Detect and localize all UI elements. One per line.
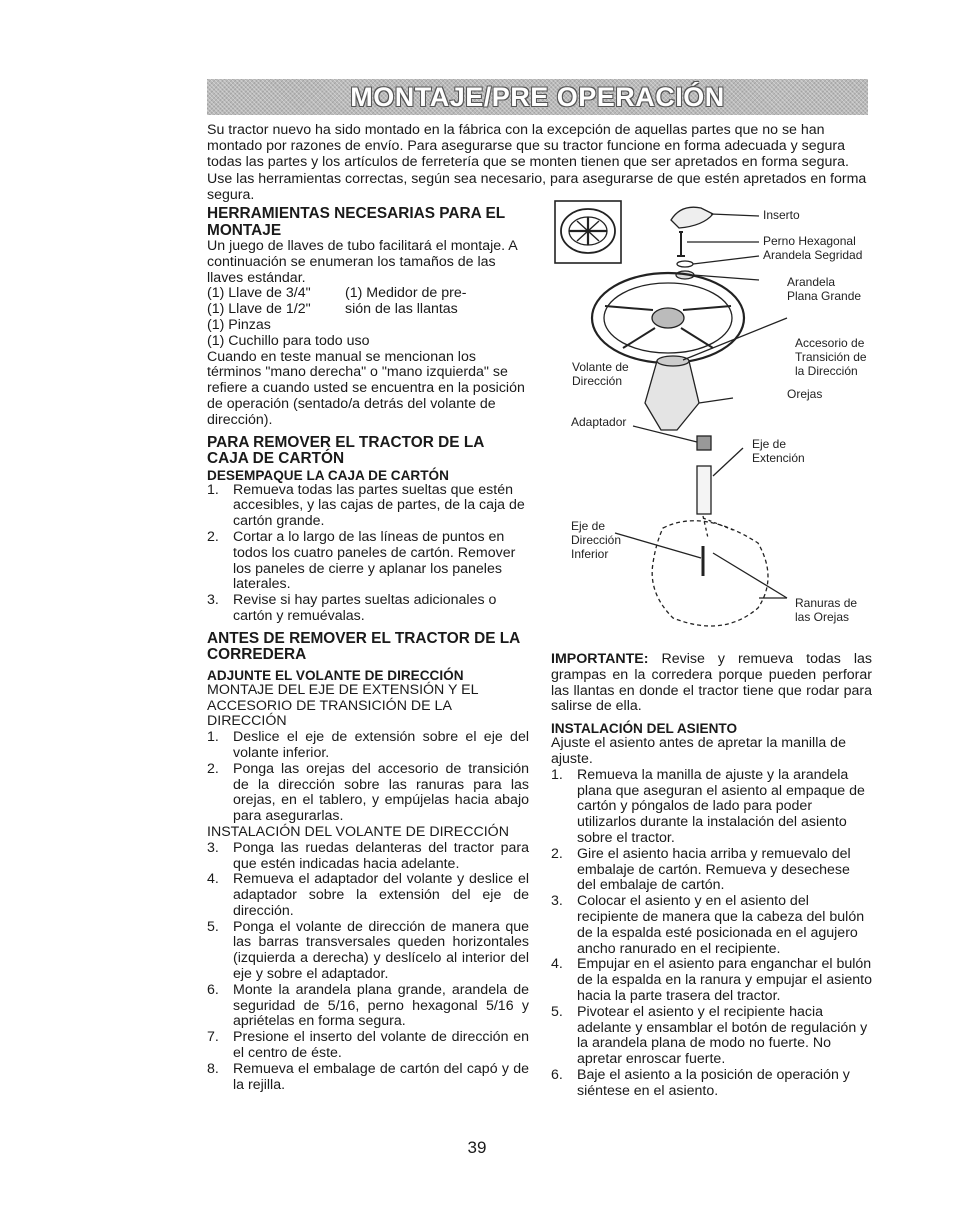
steering-wheel-diagram [553,198,883,653]
seat-intro: Ajuste el asiento antes de apretar la manilla de ajuste. [551,735,846,767]
important-label: IMPORTANTE: [551,651,649,667]
list-item: 5. Ponga el volante de dirección de manera que las barras transversales queden horizontales (izquierda a derecha) y deslícelo al interior del eje y sobre el adaptador. [207,918,529,983]
label-hex-bolt: Perno Hexagonal [763,234,856,248]
label-slots-1: Ranuras de [795,596,858,610]
label-wheel-1: Volante de [572,360,629,374]
list-item: 1. Remueva la manilla de ajuste y la arandela plana que aseguran el asiento al empaque de cartón y póngalos de lado para poder utilizarlos durante la instalación del asiento sobre el tractor. [551,766,865,846]
tool-item: sión de las llantas [345,301,458,318]
label-lock-washer: Arandela Segridad [763,248,863,262]
before-steps-a [207,730,529,825]
seat-heading: INSTALACIÓN DEL ASIENTO [551,721,738,737]
left-column [207,206,529,1093]
page-title: MONTAJE/PRE OPERACIÓN [350,81,725,112]
list-item: 1. Remueva todas las partes sueltas que estén accesibles, y las cajas de partes, de la caja de cartón grande. [207,481,525,530]
list-item: 4. Empujar en el asiento para enganchar el bulón de la espalda en la ranura y empujar el asiento hacia la parte trasera del tractor. [551,956,872,1004]
list-item: 3. Colocar el asiento y en el asiento del recipiente de manera que la cabeza del bulón de la espalda esté posicionada en el agujero ancho ranurado en el recipiente. [551,893,865,957]
label-insert: Inserto [763,208,800,222]
label-adapter: Adaptador [571,415,627,429]
before-subheading: ADJUNTE EL VOLANTE DE DIRECCIÓN [207,667,464,683]
right-column [551,652,872,1100]
list-item: 3. Revise si hay partes sueltas adicionales o cartón y remuévalas. [207,592,497,624]
label-fitting-3: la Dirección [795,364,858,378]
tool-item: (1) Medidor de pre- [345,285,467,302]
tools-list [207,286,529,349]
page-number: 39 [467,1138,487,1157]
list-item: 2. Ponga las orejas del accesorio de transición de la dirección sobre las ranuras para las orejas, en el tablero, y empújelas hacia abajo para asegurarlas. [207,760,529,825]
tool-item [345,318,529,334]
list-item: 8. Remueva el embalage de cartón del capó y de la rejilla. [207,1060,529,1093]
important-text: Revise y remueva todas las grampas en la corredera porque pueden perforar las llantas en donde el tractor tiene que rodar para salirse de ella. [551,651,872,715]
remove-steps [207,483,529,625]
list-item: 2. Cortar a lo largo de las líneas de puntos en todos los cuatro paneles de cartón. Remover los paneles de cierre y aplanar los paneles laterales. [207,528,516,593]
label-fitting-2: Transición de [795,350,867,364]
list-item: 7. Presione el inserto del volante de dirección en el centro de éste. [207,1029,529,1062]
label-fitting-1: Accesorio de [795,336,865,350]
hex-bolt-icon [677,232,685,256]
list-item: 3. Ponga las ruedas delanteras del tractor para que estén indicadas hacia adelante. [207,839,529,872]
label-lower-shaft-2: Dirección [571,533,622,547]
tool-item: (1) Llave de 1/2" [207,301,311,318]
important-note [551,652,872,715]
tool-item: (1) Llave de 3/4" [207,285,311,302]
tools-heading: HERRAMIENTAS NECESARIAS PARA EL MONTAJE [207,205,505,239]
intro-paragraph: Su tractor nuevo ha sido montado en la fábrica con la excepción de aquellas partes que no se han montado por razones de envío. Para asegurarse que su tractor funcione en forma adecuada y segura todas las partes y los artículos de ferretería que se monten tienen que ser apretados en forma segura. Use las herramientas correctas, según sea necesario, para asegurarse de que estén apretados en forma segura. [207,122,867,203]
label-extension-2: Extención [752,451,805,465]
before-steps-b [207,841,529,1094]
section-banner [207,79,868,115]
insert-cap-icon [671,207,713,228]
seat-steps [551,768,872,1100]
list-item: 1. Deslice el eje de extensión sobre el eje del volante inferior. [207,729,529,761]
before-sub3: INSTALACIÓN DEL VOLANTE DE DIRECCIÓN [207,823,509,840]
tools-body: Un juego de llaves de tubo facilitará el montaje. A continuación se enumeran los tamaños de las llaves estándar. [207,238,517,286]
adapter-icon [697,436,711,450]
before-heading: ANTES DE REMOVER EL TRACTOR DE LA CORREDERA [207,629,520,664]
label-slots-2: las Orejas [795,610,850,624]
list-item: 5. Pivotear el asiento y el recipiente hacia adelante y ensamblar el botón de regulación y la arandela plana de modo no fuerte. No apretar enroscar fuerte. [551,1003,868,1068]
transition-fitting-icon [645,361,699,430]
before-sub2: MONTAJE DEL EJE DE EXTENSIÓN Y EL ACCESORIO DE TRANSICIÓN DE LA DIRECCIÓN [207,681,478,730]
list-item: 6. Monte la arandela plana grande, arandela de seguridad de 5/16, perno hexagonal 5/16 y apriételas en forma segura. [207,981,529,1030]
tool-item: (1) Pinzas [207,316,271,333]
label-flat-washer-1: Arandela [787,275,836,289]
label-wheel-2: Dirección [572,374,623,388]
dash-opening-outline [652,521,768,626]
list-item: 4. Remueva el adaptador del volante y deslice el adaptador sobre la extensión del eje de dirección. [207,871,529,919]
lock-washer-icon [677,261,693,267]
list-item: 6. Baje el asiento a la posición de operación y siéntese en el asiento. [551,1066,850,1099]
label-lower-shaft-1: Eje de [571,519,606,533]
label-ears: Orejas [787,387,823,401]
remove-subheading: DESEMPAQUE LA CAJA DE CARTÓN [207,467,449,483]
label-lower-shaft-3: Inferior [571,547,609,561]
list-item: 2. Gire el asiento hacia arriba y remuevalo del embalaje de cartón. Remueva y desechese del embalaje de cartón. [551,845,851,894]
remove-heading: PARA REMOVER EL TRACTOR DE LA CAJA DE CARTÓN [207,433,484,468]
extension-shaft-icon [697,466,711,514]
label-extension-1: Eje de [752,437,787,451]
tools-note: Cuando en teste manual se mencionan los términos "mano derecha" o "mano izquierda" se refiere a cuando usted se encuentra en la posición de operación (sentado/a detrás del volante de dirección). [207,348,525,428]
tool-item: (1) Cuchillo para todo uso [207,332,370,349]
label-flat-washer-2: Plana Grande [787,289,862,303]
